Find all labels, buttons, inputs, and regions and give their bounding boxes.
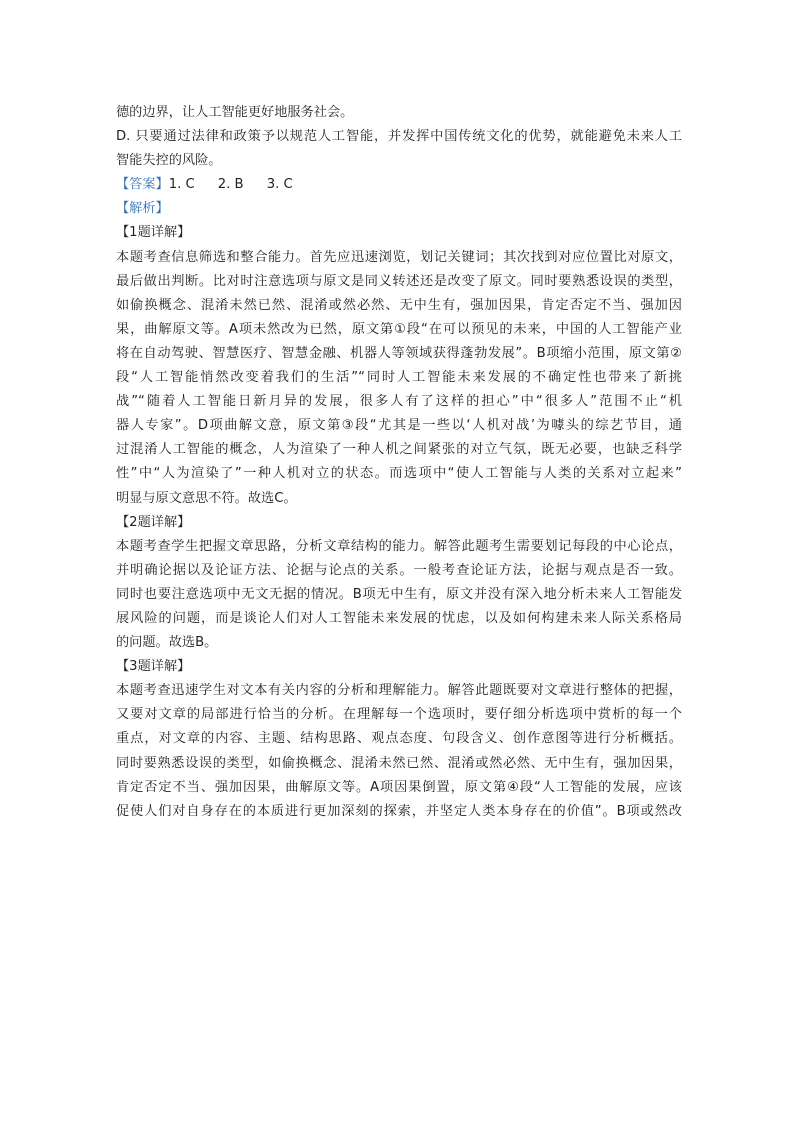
section-line: 如偷换概念、混淆未然已然、混淆或然必然、无中生有，强加因果，肯定否定不当、强加因: [116, 297, 682, 313]
section-heading: 【1题详解】: [116, 225, 191, 241]
section-line: 重点，对文章的内容、主题、结构思路、观点态度、句段含义、创作意图等进行分析概括。: [116, 731, 682, 747]
section-line: 本题考查学生把握文章思路，分析文章结构的能力。解答此题考生需要划记每段的中心论点，: [116, 538, 682, 554]
option-d-line: 智能失控的风险。: [116, 153, 222, 169]
document-body: [116, 101, 682, 824]
answer-items: [169, 177, 293, 192]
section-line: 同时要熟悉设误的类型，如偷换概念、混淆未然已然、混淆或然必然、无中生有，强加因果，: [116, 755, 682, 771]
answer-item: 2. B: [217, 177, 244, 193]
section-line: 同时也要注意选项中无文无据的情况。B项无中生有，原文并没有深入地分析未来人工智能发: [116, 586, 682, 602]
section-line: 性”中“人为渲染了”一种人机对立的状态。而选项中“使人工智能与人类的关系对立起来”: [116, 466, 682, 482]
section-line: 的问题。故选B。: [116, 635, 218, 651]
answer-item: 3. C: [266, 177, 293, 193]
section-line: 果，曲解原文等。A项未然改为已然，原文第①段“在可以预见的未来，中国的人工智能产业: [116, 321, 682, 337]
section-line: 并明确论据以及论证方法、论据与论点的关系。一般考查论证方法，论据与观点是否一致。: [116, 562, 682, 578]
section-line: 最后做出判断。比对时注意选项与原文是同义转述还是改变了原文。同时要熟悉设误的类型，: [116, 273, 682, 289]
section-line: 将在自动驾驶、智慧医疗、智慧金融、机器人等领域获得蓬勃发展”。B项缩小范围，原文第②: [116, 345, 682, 361]
section-line: 战”“随着人工智能日新月异的发展，很多人有了这样的担心”中“很多人”范围不止“机: [116, 394, 682, 410]
option-d-line: D. 只要通过法律和政策予以规范人工智能，并发挥中国传统文化的优势，就能避免未来人工: [116, 129, 682, 145]
section-line: 又要对文章的局部进行恰当的分析。在理解每一个选项时，要仔细分析选项中赏析的每一个: [116, 707, 682, 723]
section-line: 过混淆人工智能的概念，人为渲染了一种人机之间紧张的对立气氛，既无必要，也缺乏科学: [116, 442, 682, 458]
section-line: 器人专家”。D项曲解文意，原文第③段“尤其是一些以‘人机对战’为噱头的综艺节目，通: [116, 418, 682, 434]
section-line: 段“人工智能悄然改变着我们的生活”“同时人工智能未来发展的不确定性也带来了新挑: [116, 370, 682, 386]
section-line: 本题考查迅速学生对文本有关内容的分析和理解能力。解答此题既要对文章进行整体的把握，: [116, 683, 682, 699]
answer-item: 1. C: [168, 177, 195, 193]
section-heading: 【2题详解】: [116, 514, 191, 530]
analysis-label: 【解析】: [116, 201, 169, 217]
section-line: 肯定否定不当、强加因果，曲解原文等。A项因果倒置，原文第④段“人工智能的发展，应该: [116, 779, 682, 795]
section-line: 展风险的问题，而是谈论人们对人工智能未来发展的忧虑，以及如何构建未来人际关系格局: [116, 610, 682, 626]
answer-label: 【答案】: [116, 177, 169, 193]
option-d-tail-line: 德的边界，让人工智能更好地服务社会。: [116, 105, 354, 120]
section-heading: 【3题详解】: [116, 659, 191, 675]
section-line: 本题考查信息筛选和整合能力。首先应迅速浏览，划记关键词；其次找到对应位置比对原文，: [116, 249, 682, 265]
answer-row: [116, 173, 682, 197]
section-line: 促使人们对自身存在的本质进行更加深刻的探索，并坚定人类本身存在的价值”。B项或然改: [116, 803, 682, 819]
section-line: 明显与原文意思不符。故选C。: [116, 490, 297, 506]
